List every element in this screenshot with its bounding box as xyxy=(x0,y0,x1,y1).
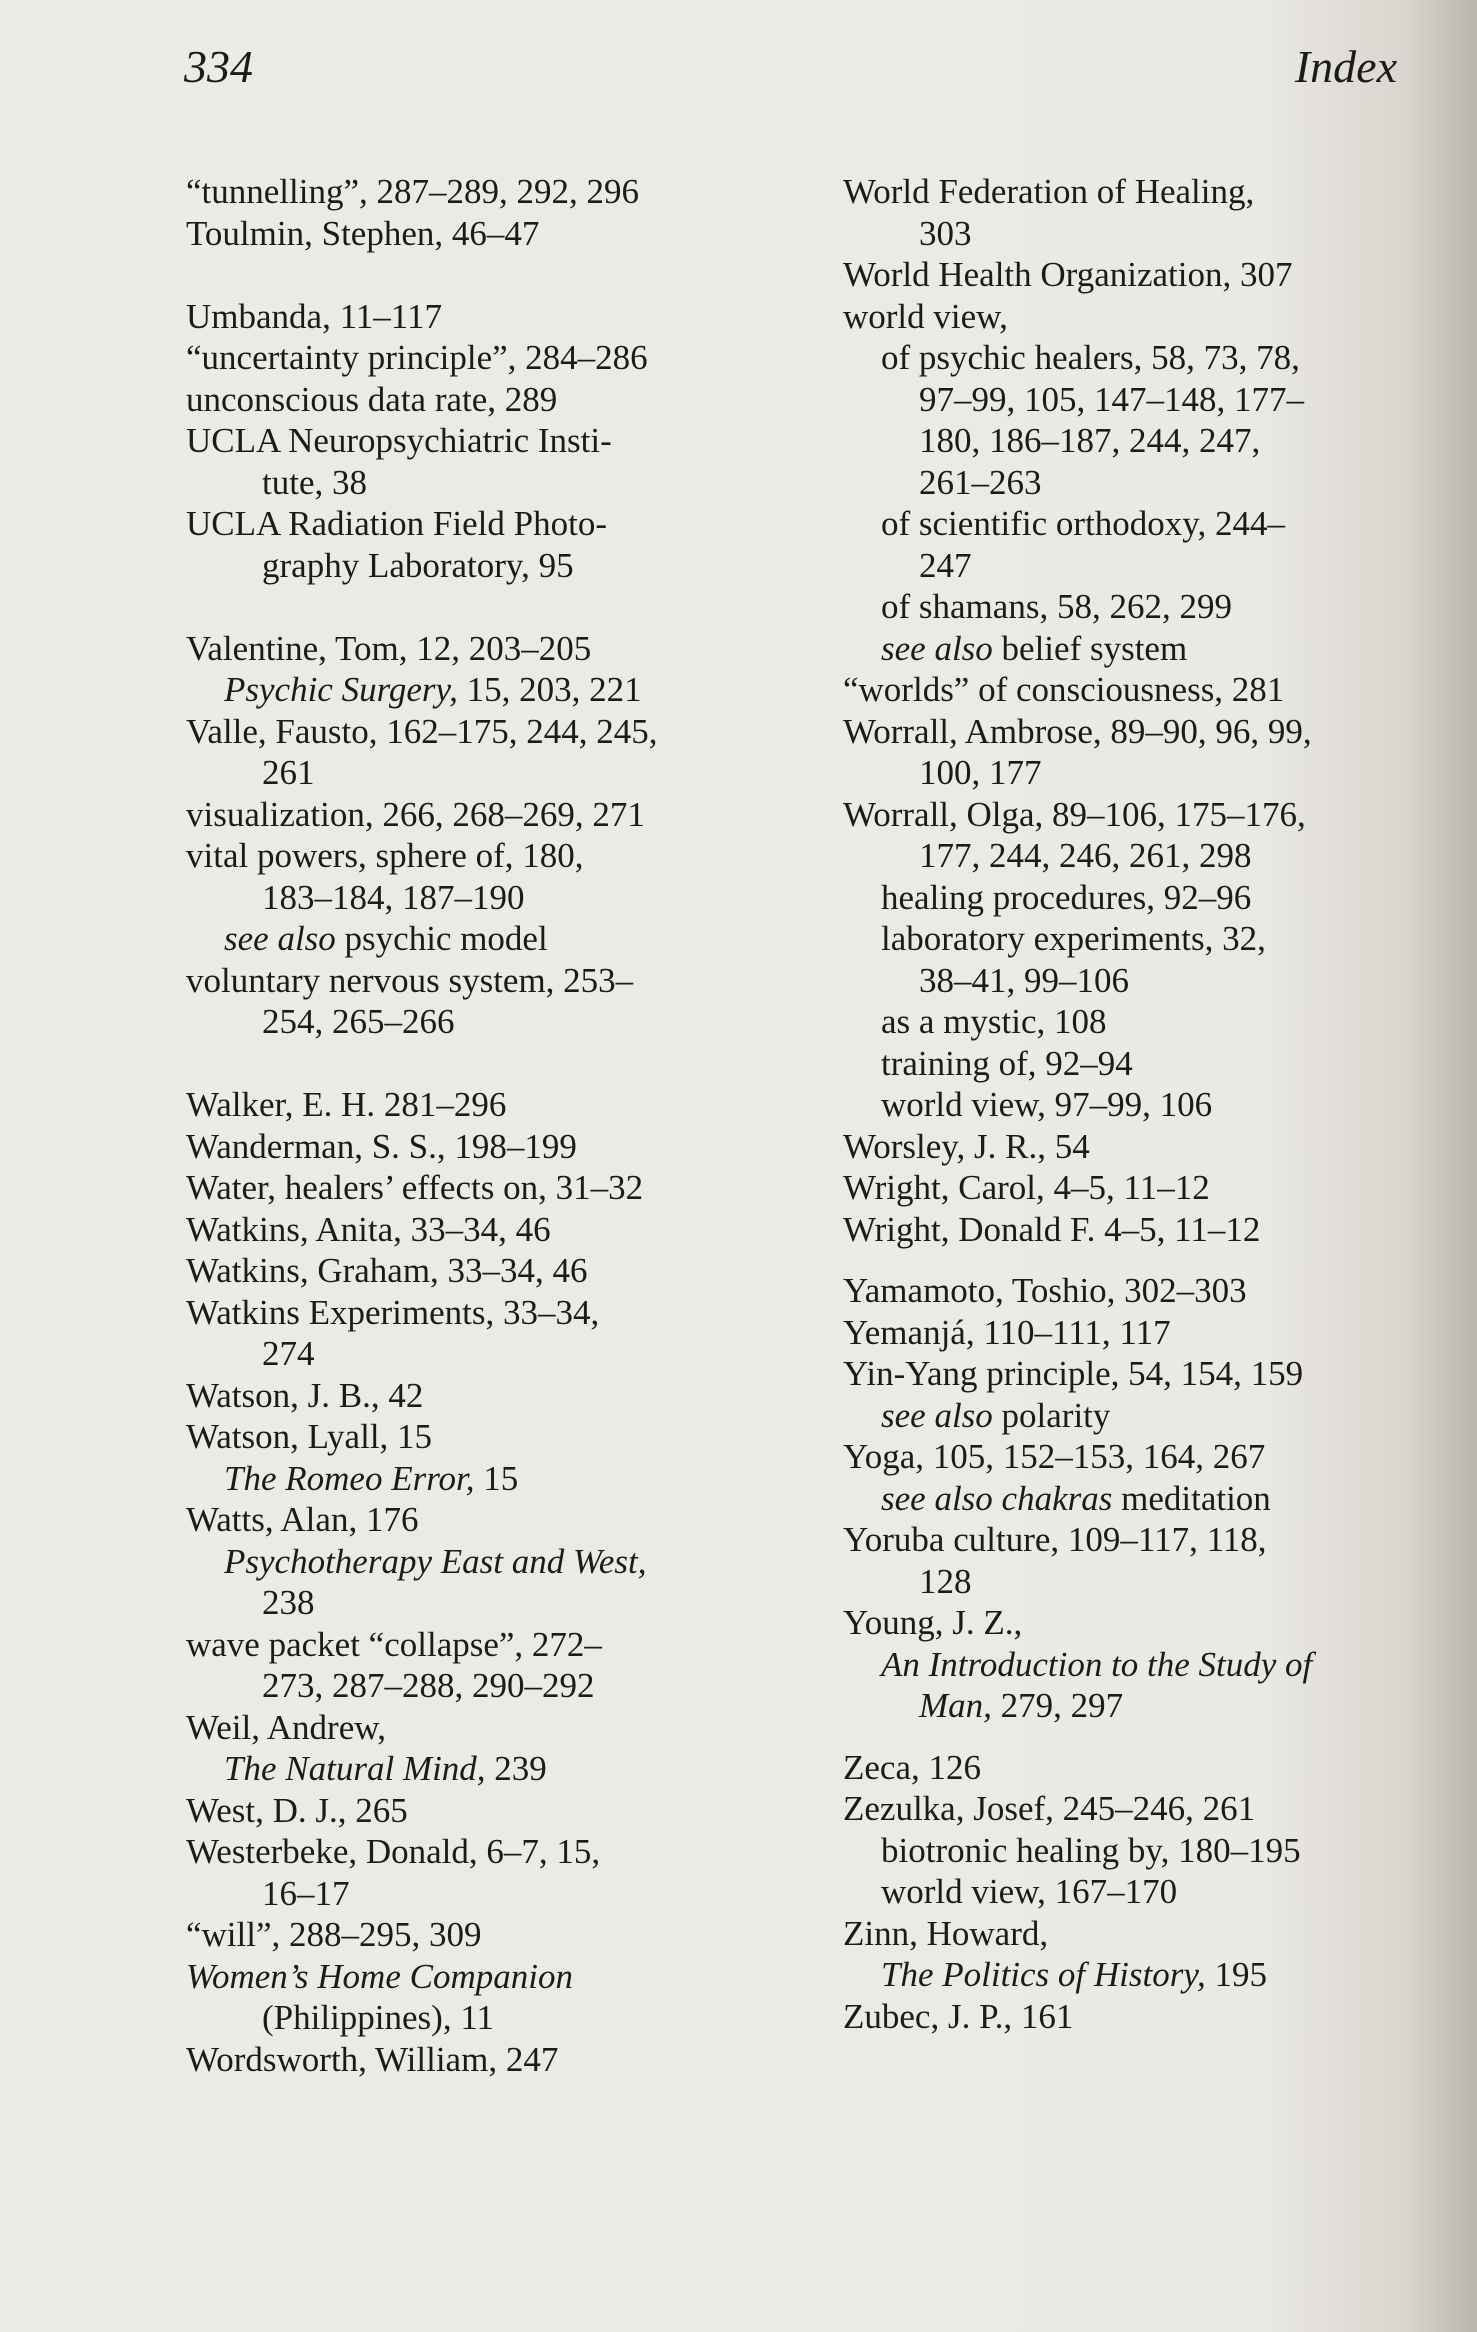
index-text: polarity xyxy=(992,1395,1111,1435)
index-entry-line xyxy=(843,1167,1403,1209)
index-text: 273, 287–288, 290–292 xyxy=(262,1666,595,1705)
section-gap xyxy=(186,1043,786,1085)
index-subentry-line xyxy=(186,545,786,587)
index-subentry-line xyxy=(186,1665,786,1707)
index-text: Walker, E. H. 281–296 xyxy=(186,1085,507,1124)
index-subentry-line xyxy=(843,503,1403,545)
index-entry-line xyxy=(186,835,786,877)
index-text: 303 xyxy=(919,213,972,253)
index-entry-line xyxy=(186,1624,786,1666)
index-text: Watkins, Graham, 33–34, 46 xyxy=(186,1251,588,1290)
index-text: see also chakras xyxy=(881,1478,1113,1518)
index-text: 261–263 xyxy=(919,462,1042,502)
index-subentry-line xyxy=(186,918,786,960)
index-text: see also xyxy=(881,1395,993,1435)
index-entry-line xyxy=(843,1519,1403,1561)
index-column-left xyxy=(186,171,786,2080)
index-entry-line xyxy=(186,1956,786,1998)
index-subentry-line xyxy=(843,213,1403,255)
index-text: Worsley, J. R., 54 xyxy=(843,1126,1090,1166)
index-text: The Natural Mind, xyxy=(224,1749,486,1788)
index-entry-line xyxy=(186,1250,786,1292)
index-entry-line xyxy=(186,503,786,545)
index-text: “will”, 288–295, 309 xyxy=(186,1915,482,1954)
index-text: Yemanjá, 110–111, 117 xyxy=(843,1312,1171,1352)
index-text: Watkins, Anita, 33–34, 46 xyxy=(186,1209,551,1249)
index-entry-line xyxy=(843,296,1403,338)
index-text: as a mystic, 108 xyxy=(881,1002,1107,1041)
index-entry-line xyxy=(843,1747,1403,1789)
index-text: voluntary nervous system, 253– xyxy=(186,960,634,1000)
index-text: psychic model xyxy=(335,919,548,958)
index-subentry-line xyxy=(843,1001,1403,1043)
index-entry-line xyxy=(843,254,1403,296)
index-entry-line xyxy=(186,1416,786,1458)
index-text: unconscious data rate, 289 xyxy=(186,379,558,419)
index-subentry-line xyxy=(843,1685,1403,1727)
index-subentry-line xyxy=(186,1997,786,2039)
index-entry-line xyxy=(186,1209,786,1251)
index-subentry-line xyxy=(186,1541,786,1583)
index-text: Umbanda, 11–117 xyxy=(186,296,442,336)
section-gap xyxy=(843,1250,1403,1270)
index-text: 239 xyxy=(485,1749,547,1788)
index-text: world view, 97–99, 106 xyxy=(881,1085,1213,1124)
index-entry-line xyxy=(186,420,786,462)
index-subentry-line xyxy=(186,462,786,504)
index-entry-line xyxy=(843,1913,1403,1955)
index-text: 195 xyxy=(1205,1955,1267,1994)
index-subentry-line xyxy=(843,752,1403,794)
index-text: Young, J. Z., xyxy=(843,1603,1023,1642)
index-text: Westerbeke, Donald, 6–7, 15, xyxy=(186,1832,601,1871)
index-entry-line xyxy=(843,1436,1403,1478)
index-text: 100, 177 xyxy=(919,753,1042,792)
index-text: wave packet “collapse”, 272– xyxy=(186,1624,602,1664)
index-text: World Federation of Healing, xyxy=(843,172,1255,211)
index-text: UCLA Radiation Field Photo- xyxy=(186,504,607,543)
index-subentry-line xyxy=(843,1561,1403,1603)
index-text: Wright, Donald F. 4–5, 11–12 xyxy=(843,1209,1261,1249)
index-text: laboratory experiments, 32, xyxy=(881,919,1266,958)
index-subentry-line xyxy=(843,420,1403,462)
index-text: Wright, Carol, 4–5, 11–12 xyxy=(843,1168,1210,1207)
index-entry-line xyxy=(843,1270,1403,1312)
index-entry-line xyxy=(843,171,1403,213)
index-text: Worrall, Ambrose, 89–90, 96, 99, xyxy=(843,711,1312,751)
index-text: 254, 265–266 xyxy=(262,1002,455,1041)
index-text: healing procedures, 92–96 xyxy=(881,877,1252,917)
index-subentry-line xyxy=(843,1830,1403,1872)
index-text: Zeca, 126 xyxy=(843,1747,981,1787)
index-entry-line xyxy=(186,1499,786,1541)
index-text: 279, 297 xyxy=(991,1686,1124,1725)
index-text: vital powers, sphere of, 180, xyxy=(186,836,584,875)
index-text: graphy Laboratory, 95 xyxy=(262,545,574,585)
index-text: Water, healers’ effects on, 31–32 xyxy=(186,1168,644,1207)
index-text: 97–99, 105, 147–148, 177– xyxy=(919,379,1304,419)
index-text: World Health Organization, 307 xyxy=(843,255,1293,294)
index-subentry-line xyxy=(843,1043,1403,1085)
index-entry-line xyxy=(186,711,786,753)
section-gap xyxy=(186,586,786,628)
index-entry-line xyxy=(843,1312,1403,1354)
index-text: meditation xyxy=(1112,1478,1271,1518)
index-text: training of, 92–94 xyxy=(881,1043,1133,1083)
index-entry-line xyxy=(186,960,786,1002)
index-text: 15, 203, 221 xyxy=(457,670,642,709)
index-subentry-line xyxy=(186,1748,786,1790)
index-entry-line xyxy=(843,669,1403,711)
index-text: world view, xyxy=(843,296,1008,336)
page-number: 334 xyxy=(184,41,253,92)
index-text: Toulmin, Stephen, 46–47 xyxy=(186,213,540,253)
index-text: Watts, Alan, 176 xyxy=(186,1500,419,1539)
index-text: Watson, Lyall, 15 xyxy=(186,1417,433,1456)
index-text: Man, xyxy=(919,1686,992,1725)
index-entry-line xyxy=(186,1084,786,1126)
index-text: world view, 167–170 xyxy=(881,1872,1178,1911)
index-text: 177, 244, 246, 261, 298 xyxy=(919,836,1252,875)
index-text: 128 xyxy=(919,1561,972,1601)
section-gap xyxy=(843,1727,1403,1747)
index-entry-line xyxy=(186,1914,786,1956)
index-subentry-line xyxy=(186,752,786,794)
index-subentry-line xyxy=(843,379,1403,421)
index-entry-line xyxy=(843,1996,1403,2038)
index-text: of psychic healers, 58, 73, 78, xyxy=(881,338,1300,377)
index-entry-line xyxy=(186,1707,786,1749)
index-text: belief system xyxy=(992,628,1188,668)
index-subentry-line xyxy=(186,1873,786,1915)
index-entry-line xyxy=(843,794,1403,836)
index-subentry-line xyxy=(186,1458,786,1500)
index-entry-line xyxy=(186,628,786,670)
index-subentry-line xyxy=(843,462,1403,504)
index-entry-line xyxy=(186,213,786,255)
index-text: Yamamoto, Toshio, 302–303 xyxy=(843,1271,1247,1310)
index-entry-line xyxy=(186,337,786,379)
index-subentry-line xyxy=(186,1333,786,1375)
index-subentry-line xyxy=(843,835,1403,877)
index-entry-line xyxy=(843,711,1403,753)
index-entry-line xyxy=(186,379,786,421)
index-entry-line xyxy=(186,1375,786,1417)
index-text: of shamans, 58, 262, 299 xyxy=(881,587,1232,626)
index-text: “tunnelling”, 287–289, 292, 296 xyxy=(186,172,640,211)
index-entry-line xyxy=(186,1167,786,1209)
index-text: Valentine, Tom, 12, 203–205 xyxy=(186,628,592,668)
index-text: An Introduction to the Study of xyxy=(881,1644,1313,1684)
index-text: Valle, Fausto, 162–175, 244, 245, xyxy=(186,711,658,751)
index-entry-line xyxy=(186,296,786,338)
index-subentry-line xyxy=(843,586,1403,628)
index-subentry-line xyxy=(843,337,1403,379)
index-text: Weil, Andrew, xyxy=(186,1707,387,1747)
index-subentry-line xyxy=(843,1644,1403,1686)
index-text: Worrall, Olga, 89–106, 175–176, xyxy=(843,794,1306,834)
index-entry-line xyxy=(843,1353,1403,1395)
index-text: “uncertainty principle”, 284–286 xyxy=(186,338,648,377)
index-subentry-line xyxy=(843,1871,1403,1913)
index-subentry-line xyxy=(186,669,786,711)
index-entry-line xyxy=(186,171,786,213)
index-text: UCLA Neuropsychiatric Insti- xyxy=(186,421,612,460)
index-text: Psychic Surgery, xyxy=(224,670,458,709)
index-text: Yin-Yang principle, 54, 154, 159 xyxy=(843,1354,1304,1393)
index-text: Wanderman, S. S., 198–199 xyxy=(186,1126,577,1166)
index-entry-line xyxy=(843,1788,1403,1830)
index-text: Watkins Experiments, 33–34, xyxy=(186,1292,600,1332)
index-subentry-line xyxy=(843,960,1403,1002)
index-subentry-line xyxy=(843,1954,1403,1996)
index-text: Zubec, J. P., 161 xyxy=(843,1996,1074,2036)
index-text: 261 xyxy=(262,753,315,792)
running-title: Index xyxy=(1294,41,1397,92)
index-subentry-line xyxy=(843,1478,1403,1520)
index-subentry-line xyxy=(843,918,1403,960)
index-subentry-line xyxy=(843,628,1403,670)
index-text: 180, 186–187, 244, 247, xyxy=(919,421,1261,460)
index-text: Women’s Home Companion xyxy=(186,1956,573,1996)
index-text: tute, 38 xyxy=(262,462,367,502)
index-entry-line xyxy=(843,1209,1403,1251)
index-entry-line xyxy=(186,2039,786,2081)
index-subentry-line xyxy=(186,1001,786,1043)
index-text: 247 xyxy=(919,545,972,585)
index-column-right xyxy=(843,171,1403,2037)
index-text: see also xyxy=(224,919,336,958)
index-text: 15 xyxy=(474,1458,519,1498)
index-text: The Romeo Error, xyxy=(224,1458,475,1498)
index-text: 38–41, 99–106 xyxy=(919,960,1129,1000)
index-text: 183–184, 187–190 xyxy=(262,877,525,917)
index-text: of scientific orthodoxy, 244– xyxy=(881,504,1286,543)
index-subentry-line xyxy=(843,545,1403,587)
index-text: Yoruba culture, 109–117, 118, xyxy=(843,1520,1267,1559)
section-gap xyxy=(186,254,786,296)
index-text: The Politics of History, xyxy=(881,1955,1206,1994)
index-entry-line xyxy=(843,1602,1403,1644)
index-entry-line xyxy=(186,1790,786,1832)
index-subentry-line xyxy=(186,1582,786,1624)
index-text: Watson, J. B., 42 xyxy=(186,1375,424,1415)
index-entry-line xyxy=(186,1126,786,1168)
index-text: biotronic healing by, 180–195 xyxy=(881,1830,1301,1870)
index-text: Psychotherapy East and West, xyxy=(224,1541,647,1581)
index-text: (Philippines), 11 xyxy=(262,1998,495,2037)
index-entry-line xyxy=(186,1831,786,1873)
index-text: see also xyxy=(881,628,993,668)
index-entry-line xyxy=(186,794,786,836)
index-subentry-line xyxy=(843,1395,1403,1437)
index-entry-line xyxy=(186,1292,786,1334)
index-text: 16–17 xyxy=(262,1873,350,1913)
index-text: “worlds” of consciousness, 281 xyxy=(843,670,1285,709)
index-text: Wordsworth, William, 247 xyxy=(186,2039,559,2079)
index-text: Zezulka, Josef, 245–246, 261 xyxy=(843,1789,1256,1828)
index-entry-line xyxy=(843,1126,1403,1168)
index-subentry-line xyxy=(186,877,786,919)
index-text: Zinn, Howard, xyxy=(843,1913,1049,1953)
index-text: visualization, 266, 268–269, 271 xyxy=(186,794,645,834)
index-text: 274 xyxy=(262,1334,315,1373)
index-text: 238 xyxy=(262,1583,315,1622)
index-text: West, D. J., 265 xyxy=(186,1790,408,1830)
index-subentry-line xyxy=(843,877,1403,919)
index-subentry-line xyxy=(843,1084,1403,1126)
index-text: Yoga, 105, 152–153, 164, 267 xyxy=(843,1437,1266,1476)
